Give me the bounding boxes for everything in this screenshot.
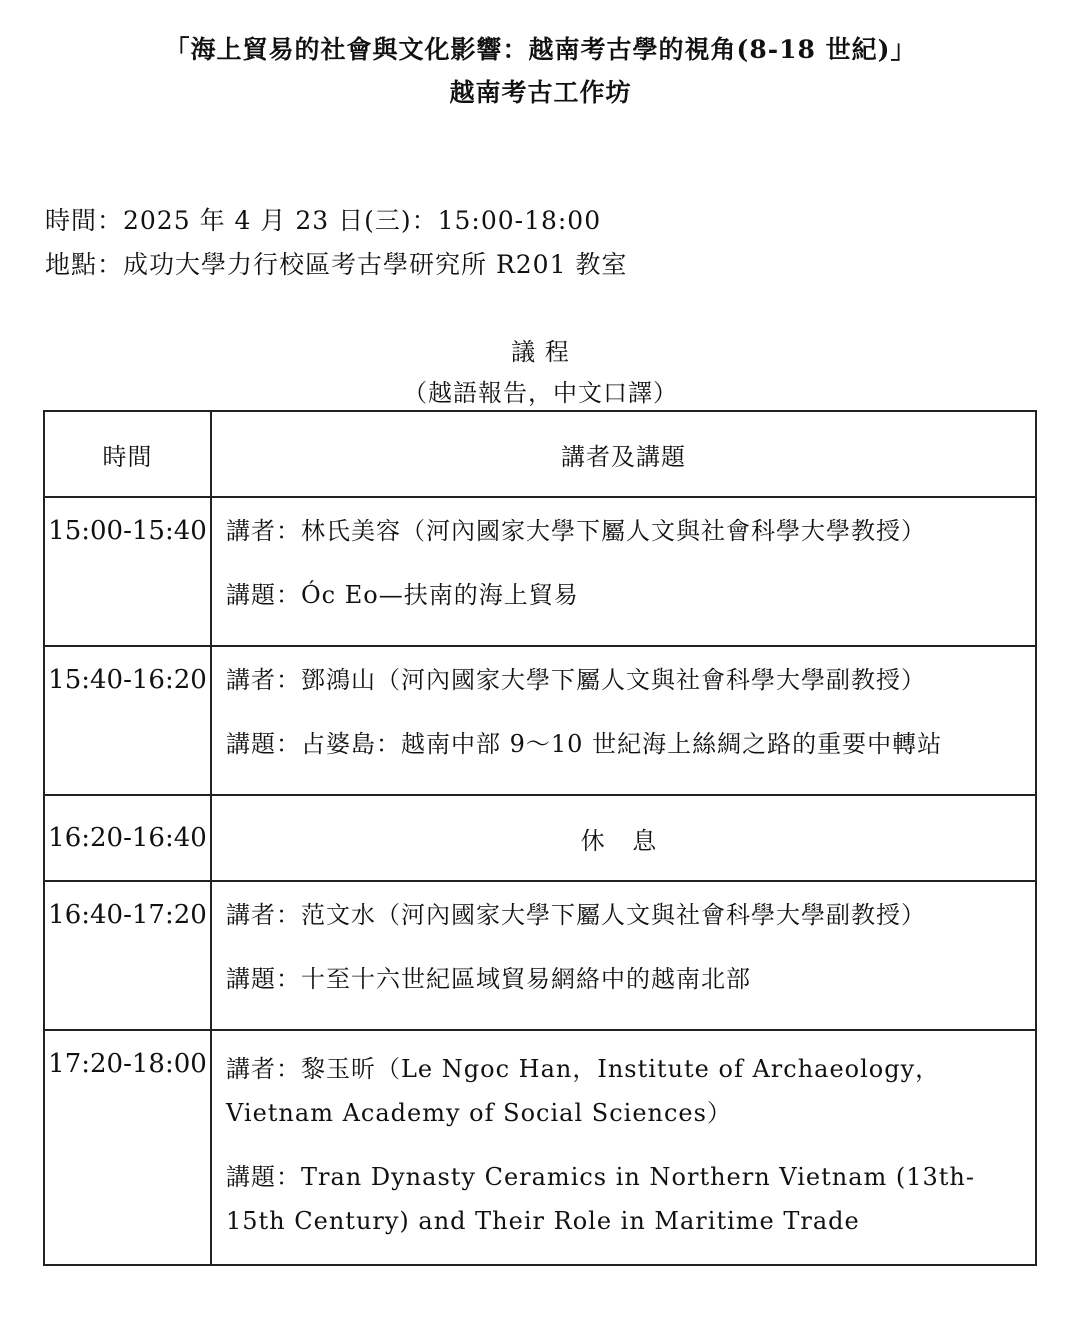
session-details [211,1030,1036,1265]
session-topic: 講題：Óc Eo—扶南的海上貿易 [226,581,579,609]
table-row [44,881,1036,1030]
agenda-note: （越語報告，中文口譯） [403,379,678,407]
table-row-break [44,795,1036,881]
session-time: 16:20-16:40 [44,795,211,881]
event-place: 地點：成功大學力行校區考古學研究所 R201 教室 [45,250,628,279]
session-speaker: 講者：鄧鴻山（河內國家大學下屬人文與社會科學大學副教授） [226,666,926,694]
session-time: 15:00-15:40 [44,497,211,646]
column-header-time: 時間 [44,411,211,497]
agenda-table [43,410,1037,1266]
session-speaker: 講者：黎玉昕（Le Ngoc Han，Institute of Archaeology，Vietnam Academy of Social Sciences） [226,1055,941,1127]
table-row [44,646,1036,795]
session-time: 15:40-16:20 [44,646,211,795]
break-label: 休 息 [211,795,1036,881]
session-details [211,497,1036,646]
table-row [44,1030,1036,1265]
table-header-row [44,411,1036,497]
session-time: 17:20-18:00 [44,1030,211,1265]
session-topic: 講題：十至十六世紀區域貿易網絡中的越南北部 [226,965,751,993]
page-subtitle: 越南考古工作坊 [449,78,632,107]
table-row [44,497,1036,646]
session-topic: 講題：Tran Dynasty Ceramics in Northern Vietnam (13th-15th Century) and Their Role in Maritime Trade [226,1163,976,1235]
session-details [211,646,1036,795]
session-speaker: 講者：林氏美容（河內國家大學下屬人文與社會科學大學教授） [226,517,926,545]
page-title: 「海上貿易的社會與文化影響：越南考古學的視角(8-18 世紀)」 [164,35,917,64]
session-time: 16:40-17:20 [44,881,211,1030]
agenda-title: 議 程 [511,338,570,366]
event-time: 時間：2025 年 4 月 23 日(三)：15:00-18:00 [45,206,602,235]
session-speaker: 講者：范文水（河內國家大學下屬人文與社會科學大學副教授） [226,901,926,929]
session-details [211,881,1036,1030]
column-header-speaker-topic: 講者及講題 [211,411,1036,497]
session-topic: 講題：占婆島：越南中部 9～10 世紀海上絲綢之路的重要中轉站 [226,730,943,758]
